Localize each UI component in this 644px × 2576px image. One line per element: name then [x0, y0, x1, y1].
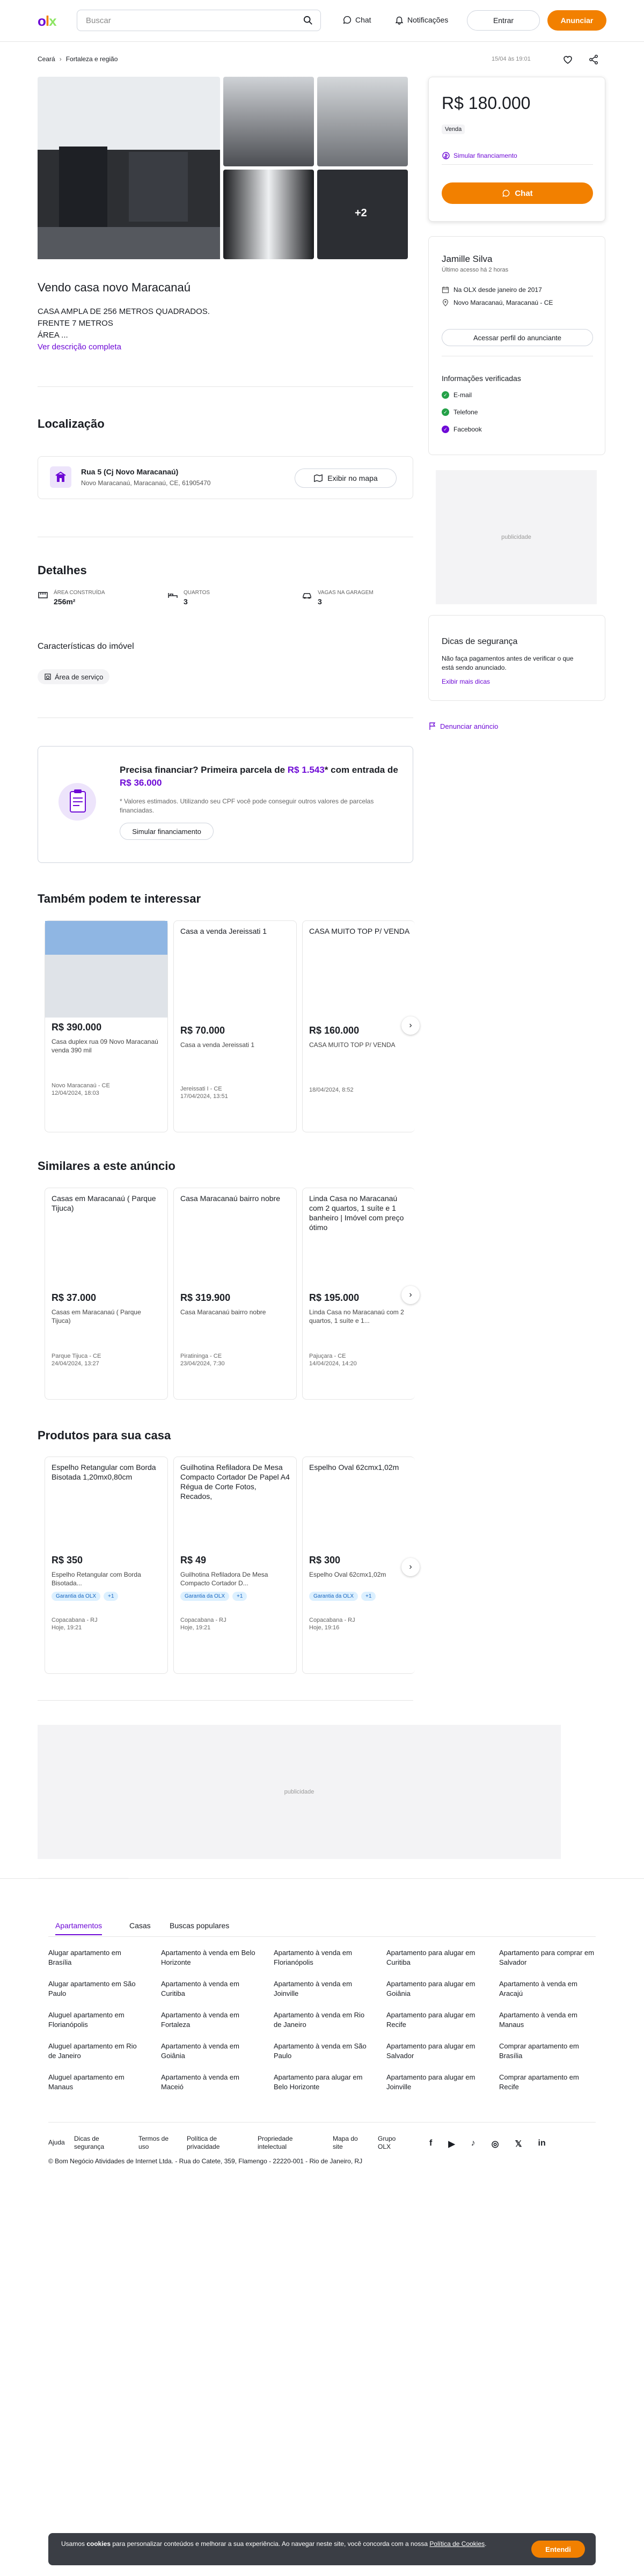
footer-link-sitemap[interactable]: Mapa do site [333, 2135, 358, 2150]
car-icon [302, 590, 312, 601]
cookie-accept-button[interactable]: Entendi [531, 2541, 585, 2558]
similar-heading: Similares a este anúncio [38, 1159, 175, 1173]
search-icon[interactable] [303, 16, 313, 25]
guarantee-badge: Garantia da OLX [52, 1592, 100, 1601]
verified-phone [442, 408, 478, 416]
login-button[interactable]: Entrar [467, 10, 540, 31]
listing-price: R$ 390.000 [52, 1022, 102, 1033]
breadcrumb-item-state[interactable]: Ceará [38, 55, 55, 63]
tiktok-icon[interactable]: ♪ [471, 2139, 475, 2148]
location-card [38, 456, 413, 499]
detail-label: VAGAS NA GARAGEM [318, 590, 374, 596]
price-box [428, 77, 605, 222]
chevron-right-icon: › [409, 1290, 412, 1299]
chat-icon [342, 15, 352, 25]
chat-icon [502, 189, 510, 197]
more-badge: +1 [232, 1592, 247, 1601]
related-heading: Também podem te interessar [38, 892, 201, 905]
financing-title [120, 764, 399, 789]
footer-link[interactable]: Apartamento para comprar em Salvador [499, 1949, 595, 1966]
product-price: R$ 300 [309, 1555, 341, 1565]
listing-title: Casa a venda Jereissati 1 [180, 927, 267, 935]
photo-placeholder [45, 1497, 167, 1550]
divider [442, 164, 593, 165]
divider [38, 386, 413, 387]
financing-entry: R$ 36.000 [120, 778, 162, 788]
feature-label: Área de serviço [55, 672, 104, 681]
listing-type-tag: Venda [442, 125, 465, 134]
seller-name: Jamille Silva [442, 254, 493, 264]
photo-3[interactable] [317, 77, 408, 166]
more-photos-count: +2 [355, 207, 367, 219]
listing-location: Jereissati I - CE [180, 1086, 222, 1092]
product-location: Copacabana - RJ [309, 1617, 355, 1623]
notifications-link[interactable] [394, 15, 448, 25]
product-location: Copacabana - RJ [180, 1617, 226, 1623]
listing-summary: Casa Maracanaú bairro nobre [180, 1308, 266, 1316]
chevron-right-icon: › [409, 1021, 412, 1030]
financing-price: R$ 1.543 [287, 765, 325, 775]
listing-location: Parque Tijuca - CE [52, 1353, 101, 1359]
detail-garage [302, 590, 374, 606]
footer-tab-popular[interactable]: Buscas populares [170, 1921, 230, 1930]
listing-title: Linda Casa no Maracanaú com 2 quartos, 1 suíte e 1 banheiro | Imóvel com preço ótimo [309, 1194, 404, 1232]
verified-label: Telefone [453, 408, 478, 416]
seller-last-access: Último acesso há 2 horas [442, 267, 509, 273]
bed-icon [167, 590, 178, 601]
location-heading: Localização [38, 417, 105, 430]
map-icon [313, 473, 323, 483]
footer-tab-apartments[interactable]: Apartamentos [55, 1921, 102, 1935]
main-photo[interactable] [38, 77, 220, 259]
footer-link[interactable]: Apartamento para alugar em Curitiba [386, 1949, 475, 1966]
product-title: Guilhotina Refiladora De Mesa Compacto Cortador De Papel A4 Régua de Corte Fotos, Recados, [180, 1463, 290, 1501]
cookie-text-bold: cookies [86, 2540, 111, 2548]
product-price: R$ 350 [52, 1555, 83, 1565]
safety-text: Não faça pagamentos antes de verificar o que está sendo anunciado. [442, 655, 574, 671]
footer-link[interactable]: Apartamento à venda em Goiânia [161, 2042, 239, 2060]
footer-link[interactable]: Apartamento para alugar em Joinville [386, 2073, 475, 2091]
sidebar-ad: publicidade [436, 470, 597, 604]
building-icon [50, 466, 71, 488]
safety-title: Dicas de segurança [442, 637, 518, 646]
more-badge: +1 [361, 1592, 376, 1601]
verified-facebook [442, 426, 482, 433]
header [0, 0, 644, 42]
notifications-label: Notificações [407, 16, 449, 24]
divider [48, 1936, 596, 1937]
listing-location [303, 1080, 415, 1086]
simulate-financing-label: Simular financiamento [453, 152, 517, 159]
share-button[interactable] [586, 52, 601, 67]
detail-value: 3 [184, 597, 188, 606]
detail-value: 3 [318, 597, 322, 606]
product-title: Espelho Oval 62cmx1,02m [309, 1463, 399, 1472]
flag-icon [428, 722, 437, 730]
footer-link[interactable]: Apartamento à venda em Belo Horizonte [161, 1949, 255, 1966]
photo-placeholder [303, 951, 415, 1021]
footer-link-ip[interactable]: Propriedade intelectual [258, 2135, 293, 2150]
chevron-right-icon: › [409, 1562, 412, 1571]
footer-link-help[interactable]: Ajuda [48, 2139, 65, 2146]
footer-link[interactable]: Comprar apartamento em Recife [499, 2073, 579, 2091]
product-card[interactable] [45, 1457, 168, 1674]
guarantee-badge: Garantia da OLX [309, 1592, 358, 1601]
chat-label: Chat [355, 16, 371, 24]
product-card[interactable] [302, 1457, 415, 1674]
product-date: Hoje, 19:21 [180, 1624, 211, 1631]
photo-placeholder [174, 1497, 296, 1550]
cookie-text [61, 2540, 507, 2549]
breadcrumb-separator: › [59, 55, 62, 63]
verified-title: Informações verificadas [442, 374, 521, 383]
listing-summary: Linda Casa no Maracanaú com 2 quartos, 1 suíte e 1... [309, 1308, 404, 1324]
breadcrumb-item-region[interactable]: Fortaleza e região [65, 55, 118, 63]
financing-card [38, 746, 413, 863]
guarantee-badge: Garantia da OLX [180, 1592, 229, 1601]
bell-icon [394, 15, 404, 25]
footer-link-group[interactable]: Grupo OLX [378, 2135, 396, 2150]
report-ad-link[interactable] [428, 722, 498, 730]
check-icon: ✓ [442, 408, 449, 416]
service-area-icon [44, 673, 52, 680]
detail-area [38, 590, 105, 606]
divider [48, 2122, 596, 2123]
photo-placeholder [45, 1218, 167, 1288]
footer-link[interactable]: Apartamento à venda em Florianópolis [274, 1949, 352, 1966]
listing-price: R$ 195.000 [309, 1292, 360, 1303]
simulate-financing-link[interactable] [442, 151, 517, 160]
olx-logo[interactable]: olx [38, 13, 56, 29]
footer-link-terms[interactable]: Termos de uso [138, 2135, 169, 2150]
money-icon [442, 151, 450, 160]
footer-link[interactable]: Apartamento à venda em Aracajú [499, 1980, 577, 1997]
see-full-description-link[interactable]: Ver descrição completa [38, 342, 121, 352]
listing-date: 12/04/2024, 18:03 [52, 1090, 99, 1096]
photo-4[interactable] [223, 170, 314, 259]
features-heading: Características do imóvel [38, 642, 134, 651]
product-summary: Guilhotina Refiladora De Mesa Compacto Cortador D... [180, 1571, 268, 1587]
detail-rooms [167, 590, 210, 606]
report-ad-label: Denunciar anúncio [440, 722, 499, 730]
chat-button-label: Chat [515, 188, 533, 198]
show-map-button[interactable] [295, 469, 397, 488]
carousel-next-button[interactable] [401, 1286, 420, 1304]
footer-link[interactable]: Apartamento à venda em Fortaleza [161, 2011, 239, 2029]
footer-link[interactable]: Apartamento para alugar em Goiânia [386, 1980, 475, 1997]
verified-label: E-mail [453, 391, 472, 399]
safety-more-link[interactable]: Exibir mais dicas [442, 678, 491, 685]
listing-date: 23/04/2024, 7:30 [180, 1360, 225, 1367]
listing-price: R$ 319.900 [180, 1292, 231, 1303]
instagram-icon[interactable]: ◎ [491, 2140, 499, 2149]
seller-location-text: Novo Maracanaú, Maracanaú - CE [453, 299, 553, 306]
footer-link[interactable]: Alugar apartamento em Brasília [48, 1949, 121, 1966]
footer-link[interactable]: Apartamento para alugar em Belo Horizonte [274, 2073, 363, 2091]
feature-chip [38, 669, 109, 684]
product-date: Hoje, 19:21 [52, 1624, 82, 1631]
location-address: Novo Maracanaú, Maracanaú, CE, 61905470 [81, 479, 211, 487]
products-heading: Produtos para sua casa [38, 1429, 171, 1442]
listing-summary: Casa a venda Jereissati 1 [180, 1041, 255, 1049]
ruler-icon [38, 590, 48, 601]
listing-date: 14/04/2024, 14:20 [309, 1360, 357, 1367]
similar-card[interactable] [45, 1188, 168, 1400]
photo-5[interactable] [317, 170, 408, 259]
breadcrumb [38, 55, 118, 63]
footer-link[interactable]: Apartamento à venda em Rio de Janeiro [274, 2011, 365, 2029]
listing-location: Pajuçara - CE [309, 1353, 346, 1359]
photo-2[interactable] [223, 77, 314, 166]
chat-link[interactable] [342, 15, 371, 25]
seller-since [442, 286, 542, 294]
listing-date: 18/04/2024, 8:52 [309, 1087, 354, 1093]
similar-card[interactable] [302, 1188, 415, 1400]
search-input[interactable] [77, 10, 321, 31]
listing-price: R$ 37.000 [52, 1292, 97, 1303]
listing-title: Casa Maracanaú bairro nobre [180, 1194, 280, 1203]
safety-box [428, 615, 605, 701]
published-date: 15/04 às 19:01 [492, 56, 531, 62]
listing-summary: CASA MUITO TOP P/ VENDA [309, 1041, 396, 1049]
listing-date: 24/04/2024, 13:27 [52, 1360, 99, 1367]
ad-description [38, 306, 210, 353]
social-links [429, 2139, 546, 2149]
share-icon [588, 54, 599, 65]
cookie-text-part: para personalizar conteúdos e melhorar a sua experiência. Ao navegar neste site, você concorda com a nossa [111, 2540, 430, 2548]
related-card[interactable] [173, 920, 297, 1132]
cookie-text-part: . [485, 2540, 487, 2548]
related-card[interactable] [45, 920, 168, 1132]
facebook-icon[interactable]: f [429, 2139, 433, 2148]
listing-price: R$ 70.000 [180, 1025, 225, 1036]
house-photo-graphic [38, 77, 220, 259]
detail-value: 256m² [54, 597, 76, 606]
photo-placeholder [174, 951, 296, 1021]
photo-placeholder [174, 1218, 296, 1288]
description-line: CASA AMPLA DE 256 METROS QUADRADOS. [38, 307, 210, 316]
footer-link[interactable]: Aluguel apartamento em Florianópolis [48, 2011, 125, 2029]
seller-box [428, 236, 605, 455]
footer-link[interactable]: Aluguel apartamento em Rio de Janeiro [48, 2042, 137, 2060]
product-title: Espelho Retangular com Borda Bisotada 1,20mx0,80cm [52, 1463, 156, 1481]
show-map-label: Exibir no mapa [327, 474, 378, 482]
seller-location [442, 299, 553, 306]
details-heading: Detalhes [38, 564, 87, 577]
footer-link[interactable]: Apartamento para alugar em Salvador [386, 2042, 475, 2060]
advertise-button[interactable]: Anunciar [547, 10, 606, 31]
chat-button[interactable] [442, 182, 593, 204]
footer-link[interactable]: Apartamento à venda em Curitiba [161, 1980, 239, 1997]
check-icon: ✓ [442, 391, 449, 399]
linkedin-icon[interactable]: in [538, 2139, 546, 2148]
pin-icon [442, 299, 449, 306]
calendar-icon [442, 286, 449, 294]
product-date: Hoje, 19:16 [309, 1624, 340, 1631]
product-location: Copacabana - RJ [52, 1617, 98, 1623]
more-badge: +1 [104, 1592, 118, 1601]
footer-link[interactable]: Apartamento à venda em Manaus [499, 2011, 577, 2029]
listing-summary: Casas em Maracanaú ( Parque Tijuca) [52, 1308, 141, 1324]
financing-note: * Valores estimados. Utilizando seu CPF você pode conseguir outros valores de parcelas financiadas. [120, 797, 374, 814]
listing-location: Novo Maracanaú - CE [52, 1082, 110, 1089]
footer-link[interactable]: Apartamento à venda em São Paulo [274, 2042, 367, 2060]
listing-title: CASA MUITO TOP P/ VENDA [309, 927, 410, 935]
description-line: FRENTE 7 METROS [38, 319, 113, 328]
sidebar-price: R$ 180.000 [442, 93, 531, 113]
carousel-next-button[interactable] [401, 1016, 420, 1035]
verified-email [442, 391, 472, 399]
footer-tab-houses[interactable]: Casas [129, 1921, 151, 1930]
product-price: R$ 49 [180, 1555, 207, 1565]
detail-label: QUARTOS [184, 590, 210, 596]
related-card[interactable] [302, 920, 415, 1132]
financing-title-text: Precisa financiar? Primeira parcela de [120, 765, 288, 775]
carousel-next-button[interactable] [401, 1558, 420, 1576]
cookie-text-part: Usamos [61, 2540, 87, 2548]
listing-title: Casas em Maracanaú ( Parque Tijuca) [52, 1194, 156, 1212]
product-summary: Espelho Retangular com Borda Bisotada... [52, 1571, 141, 1587]
footer-link-safety[interactable]: Dicas de segurança [74, 2135, 105, 2150]
product-summary: Espelho Oval 62cmx1,02m [309, 1571, 386, 1578]
seller-since-text: Na OLX desde janeiro de 2017 [453, 286, 542, 294]
cookie-policy-link[interactable]: Política de Cookies [429, 2540, 485, 2548]
financing-title-text: * com entrada de [324, 765, 398, 775]
product-card[interactable] [173, 1457, 297, 1674]
detail-label: ÁREA CONSTRUÍDA [54, 590, 105, 596]
location-street: Rua 5 (Cj Novo Maracanaú) [81, 467, 179, 476]
ad-banner: publicidade [38, 1725, 561, 1859]
listing-price: R$ 160.000 [309, 1025, 360, 1036]
footer-link[interactable]: Comprar apartamento em Brasília [499, 2042, 579, 2060]
seller-profile-button[interactable]: Acessar perfil do anunciante [442, 329, 593, 346]
search-placeholder: Buscar [86, 16, 111, 25]
footer-link[interactable]: Apartamento à venda em Joinville [274, 1980, 352, 1997]
footer-link[interactable]: Aluguel apartamento em Manaus [48, 2073, 125, 2091]
footer-link[interactable]: Apartamento à venda em Maceió [161, 2073, 239, 2091]
divider [38, 1700, 413, 1701]
listing-summary: Casa duplex rua 09 Novo Maracanaú venda 390 mil [52, 1038, 158, 1054]
favorite-button[interactable] [560, 52, 575, 67]
x-icon[interactable]: 𝕏 [515, 2140, 522, 2149]
description-line: ÁREA ... [38, 331, 68, 340]
listing-date: 17/04/2024, 13:51 [180, 1093, 228, 1100]
clipboard-icon [58, 783, 96, 821]
ad-title: Vendo casa novo Maracanaú [38, 281, 191, 294]
photo-placeholder [303, 1497, 415, 1550]
similar-card[interactable] [173, 1188, 297, 1400]
facebook-check-icon: ✓ [442, 426, 449, 433]
footer-link[interactable]: Alugar apartamento em São Paulo [48, 1980, 136, 1997]
youtube-icon[interactable]: ▶ [448, 2140, 455, 2149]
footer-link[interactable]: Apartamento para alugar em Recife [386, 2011, 475, 2029]
cookie-banner [48, 2533, 596, 2565]
heart-icon [562, 54, 573, 65]
verified-label: Facebook [453, 426, 482, 433]
footer-link-privacy[interactable]: Política de privacidade [187, 2135, 220, 2150]
listing-location: Piratininga - CE [180, 1353, 222, 1359]
copyright: © Bom Negócio Atividades de Internet Ltda. - Rua do Catete, 359, Flamengo - 22220-001 - Rio de Janeiro, RJ [48, 2157, 363, 2165]
simulate-financing-button[interactable]: Simular financiamento [120, 823, 214, 840]
listing-photo [45, 921, 167, 1018]
